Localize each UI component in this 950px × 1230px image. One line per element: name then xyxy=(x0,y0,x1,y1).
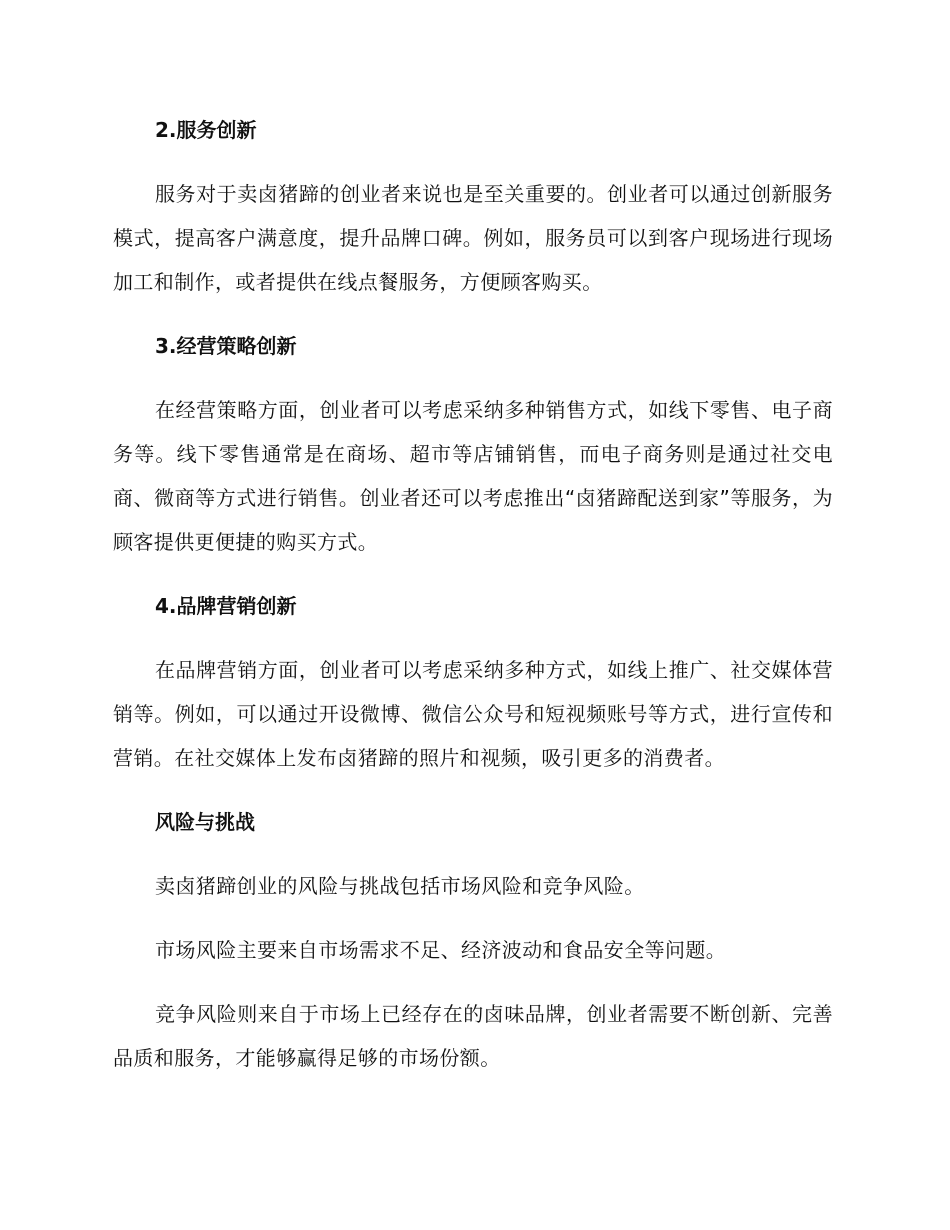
paragraph-strategy-innovation: 在经营策略方面，创业者可以考虑采纳多种销售方式，如线下零售、电子商务等。线下零售通常是在商场、超市等店铺销售，而电子商务则是通过社交电商、微商等方式进行销售。创业者还可以考虑推出“卤猪蹄配送到家”等服务，为顾客提供更便捷的购买方式。 xyxy=(113,398,833,554)
paragraph-brand-marketing-innovation: 在品牌营销方面，创业者可以考虑采纳多种方式，如线上推广、社交媒体营销等。例如，可以通过开设微博、微信公众号和短视频账号等方式，进行宣传和营销。在社交媒体上发布卤猪蹄的照片和视频，吸引更多的消费者。 xyxy=(113,658,833,770)
paragraph-market-risk: 市场风险主要来自市场需求不足、经济波动和食品安全等问题。 xyxy=(155,938,727,962)
document-body xyxy=(113,108,833,1100)
section-heading-strategy-innovation: 3.经营策略创新 xyxy=(155,334,297,358)
section-heading-service-innovation: 2.服务创新 xyxy=(155,118,257,142)
paragraph-competition-risk: 竞争风险则来自于市场上已经存在的卤味品牌，创业者需要不断创新、完善品质和服务，才能够赢得足够的市场份额。 xyxy=(113,1002,833,1070)
section-heading-brand-marketing-innovation: 4.品牌营销创新 xyxy=(155,594,297,618)
section-heading-risks-challenges: 风险与挑战 xyxy=(155,810,255,834)
paragraph-risks-overview: 卖卤猪蹄创业的风险与挑战包括市场风险和竞争风险。 xyxy=(155,874,645,898)
paragraph-service-innovation: 服务对于卖卤猪蹄的创业者来说也是至关重要的。创业者可以通过创新服务模式，提高客户满意度，提升品牌口碑。例如，服务员可以到客户现场进行现场加工和制作，或者提供在线点餐服务，方便顾客购买。 xyxy=(113,182,833,294)
